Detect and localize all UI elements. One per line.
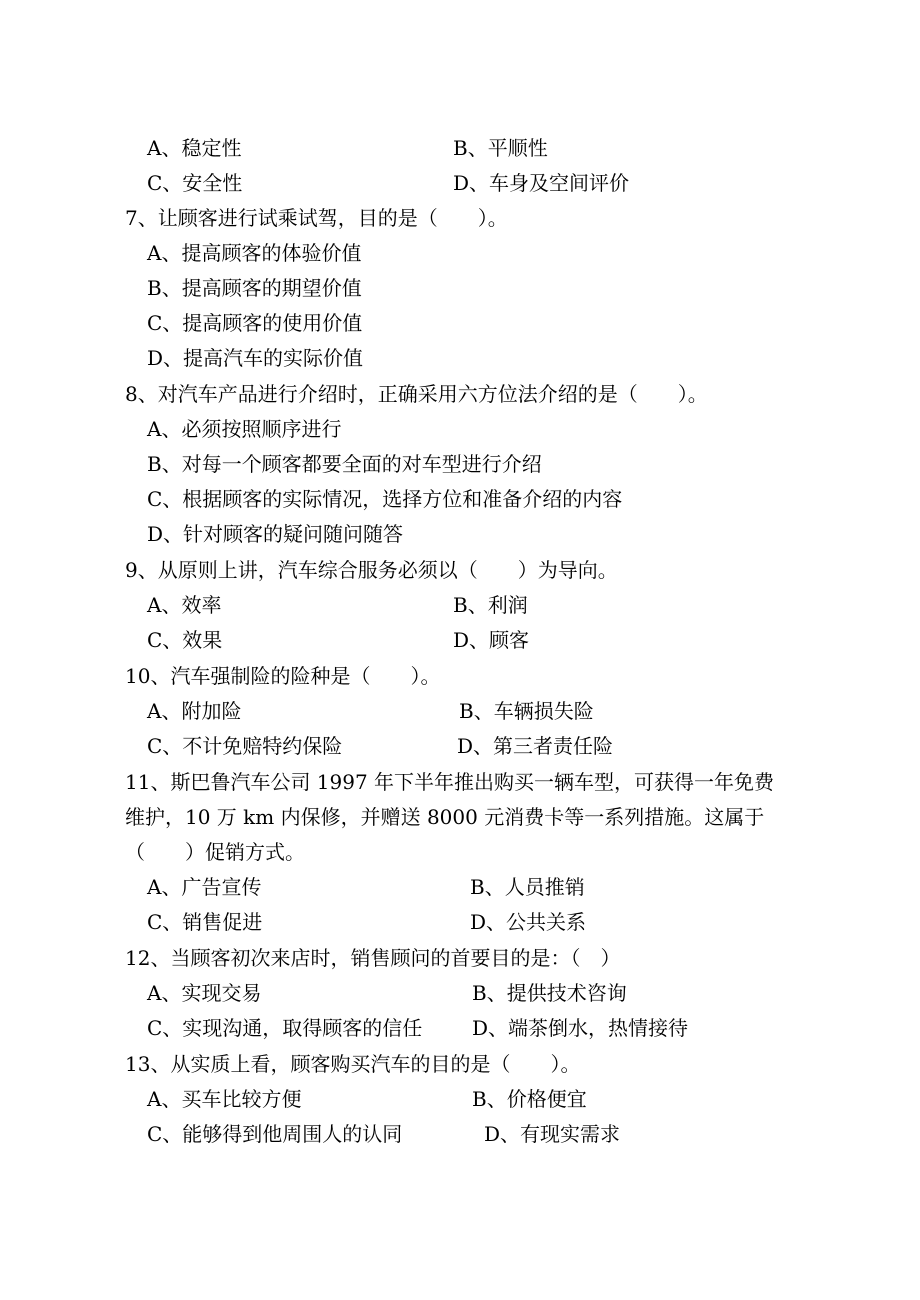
option-a: A、必须按照顺序进行 — [147, 417, 342, 441]
option-c: C、提高顾客的使用价值 — [147, 311, 363, 335]
option-d: D、第三者责任险 — [457, 734, 614, 758]
option-d: D、提高汽车的实际价值 — [147, 346, 364, 370]
option-b: B、价格便宜 — [472, 1087, 587, 1111]
option-b: B、对每一个顾客都要全面的对车型进行介绍 — [147, 452, 542, 476]
option-b: B、平顺性 — [453, 136, 548, 160]
option-a: A、提高顾客的体验价值 — [147, 241, 362, 265]
option-c: C、效果 — [147, 628, 223, 652]
option-b: B、人员推销 — [470, 875, 585, 899]
question-text: 9、从原则上讲，汽车综合服务必须以（ ）为导向。 — [125, 558, 618, 582]
option-b: B、提高顾客的期望价值 — [147, 276, 362, 300]
option-d: D、车身及空间评价 — [453, 171, 630, 195]
option-d: D、端茶倒水，热情接待 — [472, 1016, 689, 1040]
option-d: D、顾客 — [453, 628, 530, 652]
question-text-line2: 维护，10 万 km 内保修，并赠送 8000 元消费卡等一系列措施。这属于 — [125, 805, 765, 829]
option-b: B、车辆损失险 — [459, 699, 594, 723]
option-d: D、针对顾客的疑问随问随答 — [147, 522, 404, 546]
option-a: A、附加险 — [147, 699, 242, 723]
option-a: A、广告宣传 — [147, 875, 262, 899]
option-a: A、买车比较方便 — [147, 1087, 302, 1111]
option-d: D、公共关系 — [470, 910, 587, 934]
question-text: 12、当顾客初次来店时，销售顾问的首要目的是：（ ） — [125, 946, 621, 970]
option-c: C、销售促进 — [147, 910, 263, 934]
option-a: A、实现交易 — [147, 981, 262, 1005]
question-text: 13、从实质上看，顾客购买汽车的目的是（ ）。 — [125, 1052, 581, 1076]
option-c: C、安全性 — [147, 171, 243, 195]
question-text: 10、汽车强制险的险种是（ ）。 — [125, 664, 441, 688]
option-d: D、有现实需求 — [484, 1122, 621, 1146]
option-c: C、根据顾客的实际情况，选择方位和准备介绍的内容 — [147, 487, 623, 511]
option-a: A、效率 — [147, 593, 222, 617]
option-a: A、稳定性 — [147, 136, 242, 160]
question-text: 8、对汽车产品进行介绍时，正确采用六方位法介绍的是（ ）。 — [125, 382, 708, 406]
option-b: B、利润 — [453, 593, 528, 617]
question-text-line1: 11、斯巴鲁汽车公司 1997 年下半年推出购买一辆车型，可获得一年免费 — [125, 770, 775, 794]
question-text: 7、让顾客进行试乘试驾，目的是（ ）。 — [125, 206, 508, 230]
option-c: C、不计免赔特约保险 — [147, 734, 343, 758]
option-c: C、能够得到他周围人的认同 — [147, 1122, 403, 1146]
option-c: C、实现沟通，取得顾客的信任 — [147, 1016, 423, 1040]
option-b: B、提供技术咨询 — [472, 981, 627, 1005]
question-text-line3: （ ）促销方式。 — [125, 840, 305, 864]
